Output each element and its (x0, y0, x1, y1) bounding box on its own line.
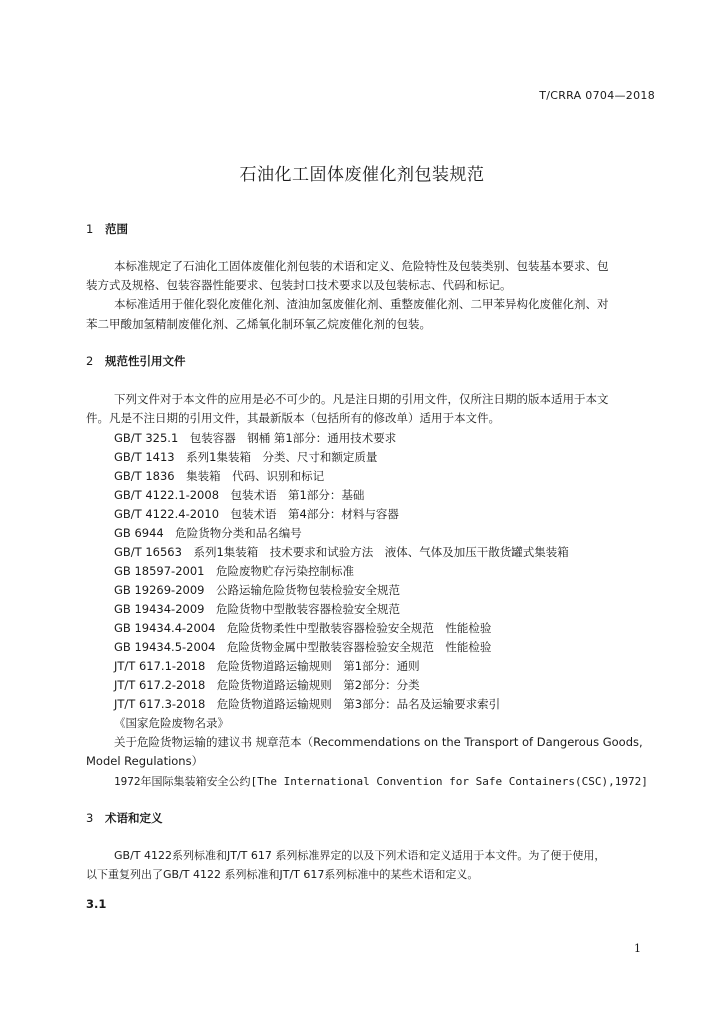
ref-item: GB 18597-2001 危险废物贮存污染控制标准 (114, 564, 354, 578)
section-2-title: 规范性引用文件 (105, 354, 186, 368)
ref-item: JT/T 617.2-2018 危险货物道路运输规则 第2部分：分类 (114, 678, 420, 692)
page-number: 1 (634, 942, 641, 955)
section-3-number: 3 (86, 811, 94, 825)
ref-item: JT/T 617.1-2018 危险货物道路运输规则 第1部分：通则 (114, 659, 420, 673)
ref-item: GB 19434.4-2004 危险货物柔性中型散装容器检验安全规范 性能检验 (114, 621, 492, 635)
scope-para2-line1: 本标准适用于催化裂化废催化剂、渣油加氢废催化剂、重整废催化剂、二甲苯异构化废催化剂、对 (114, 297, 609, 311)
ref-item: GB/T 325.1 包装容器 钢桶 第1部分：通用技术要求 (114, 431, 397, 445)
ref-item: GB 19269-2009 公路运输危险货物包装检验安全规范 (114, 583, 400, 597)
ref-item: GB/T 16563 系列1集装箱 技术要求和试验方法 液体、气体及加压干散货罐式集装箱 (114, 545, 569, 559)
ref-item: GB/T 1836 集装箱 代码、识别和标记 (114, 469, 325, 483)
term-3-1-number: 3.1 (86, 897, 107, 911)
scope-para1-line1: 本标准规定了石油化工固体废催化剂包装的术语和定义、危险特性及包装类别、包装基本要求、包 (114, 259, 609, 273)
terms-para-line2: 以下重复列出了GB/T 4122 系列标准和JT/T 617系列标准中的某些术语和定义。 (86, 868, 479, 881)
csc-convention: 1972年国际集装箱安全公约[The International Convention for Safe Containers(CSC),1972] (114, 775, 648, 788)
document-title: 石油化工固体废催化剂包装规范 (239, 165, 485, 185)
section-2-number: 2 (86, 354, 94, 368)
un-recommendations-line1: 关于危险货物运输的建议书 规章范本（Recommendations on the Transport of Dangerous Goods, (114, 735, 643, 749)
standard-code: T/CRRA 0704—2018 (539, 89, 655, 102)
refs-intro-line2: 件。凡是不注日期的引用文件，其最新版本（包括所有的修改单）适用于本文件。 (86, 411, 500, 425)
terms-para-line1: GB/T 4122系列标准和JT/T 617 系列标准界定的以及下列术语和定义适用于本文件。为了便于使用， (114, 849, 606, 862)
un-recommendations-line2: Model Regulations） (86, 754, 204, 768)
ref-item: GB 19434.5-2004 危险货物金属中型散装容器检验安全规范 性能检验 (114, 640, 492, 654)
refs-intro-line1: 下列文件对于本文件的应用是必不可少的。凡是注日期的引用文件，仅所注日期的版本适用于本文 (114, 392, 609, 406)
section-3-title: 术语和定义 (105, 811, 163, 825)
section-1-heading (86, 221, 128, 237)
section-1-number: 1 (86, 222, 94, 236)
ref-item: GB/T 4122.1-2008 包装术语 第1部分：基础 (114, 488, 365, 502)
section-3-heading (86, 810, 163, 826)
section-1-title: 范围 (105, 222, 128, 236)
ref-item: 《国家危险废物名录》 (114, 716, 229, 730)
ref-item: GB 19434-2009 危险货物中型散装容器检验安全规范 (114, 602, 400, 616)
section-2-heading (86, 353, 186, 369)
scope-para2-line2: 苯二甲酸加氢精制废催化剂、乙烯氧化制环氧乙烷废催化剂的包装。 (86, 317, 431, 331)
ref-item: GB/T 1413 系列1集装箱 分类、尺寸和额定质量 (114, 450, 378, 464)
scope-para1-line2: 装方式及规格、包装容器性能要求、包装封口技术要求以及包装标志、代码和标记。 (86, 278, 512, 292)
ref-item: JT/T 617.3-2018 危险货物道路运输规则 第3部分：品名及运输要求索引 (114, 697, 501, 711)
ref-item: GB/T 4122.4-2010 包装术语 第4部分：材料与容器 (114, 507, 399, 521)
ref-item: GB 6944 危险货物分类和品名编号 (114, 526, 302, 540)
